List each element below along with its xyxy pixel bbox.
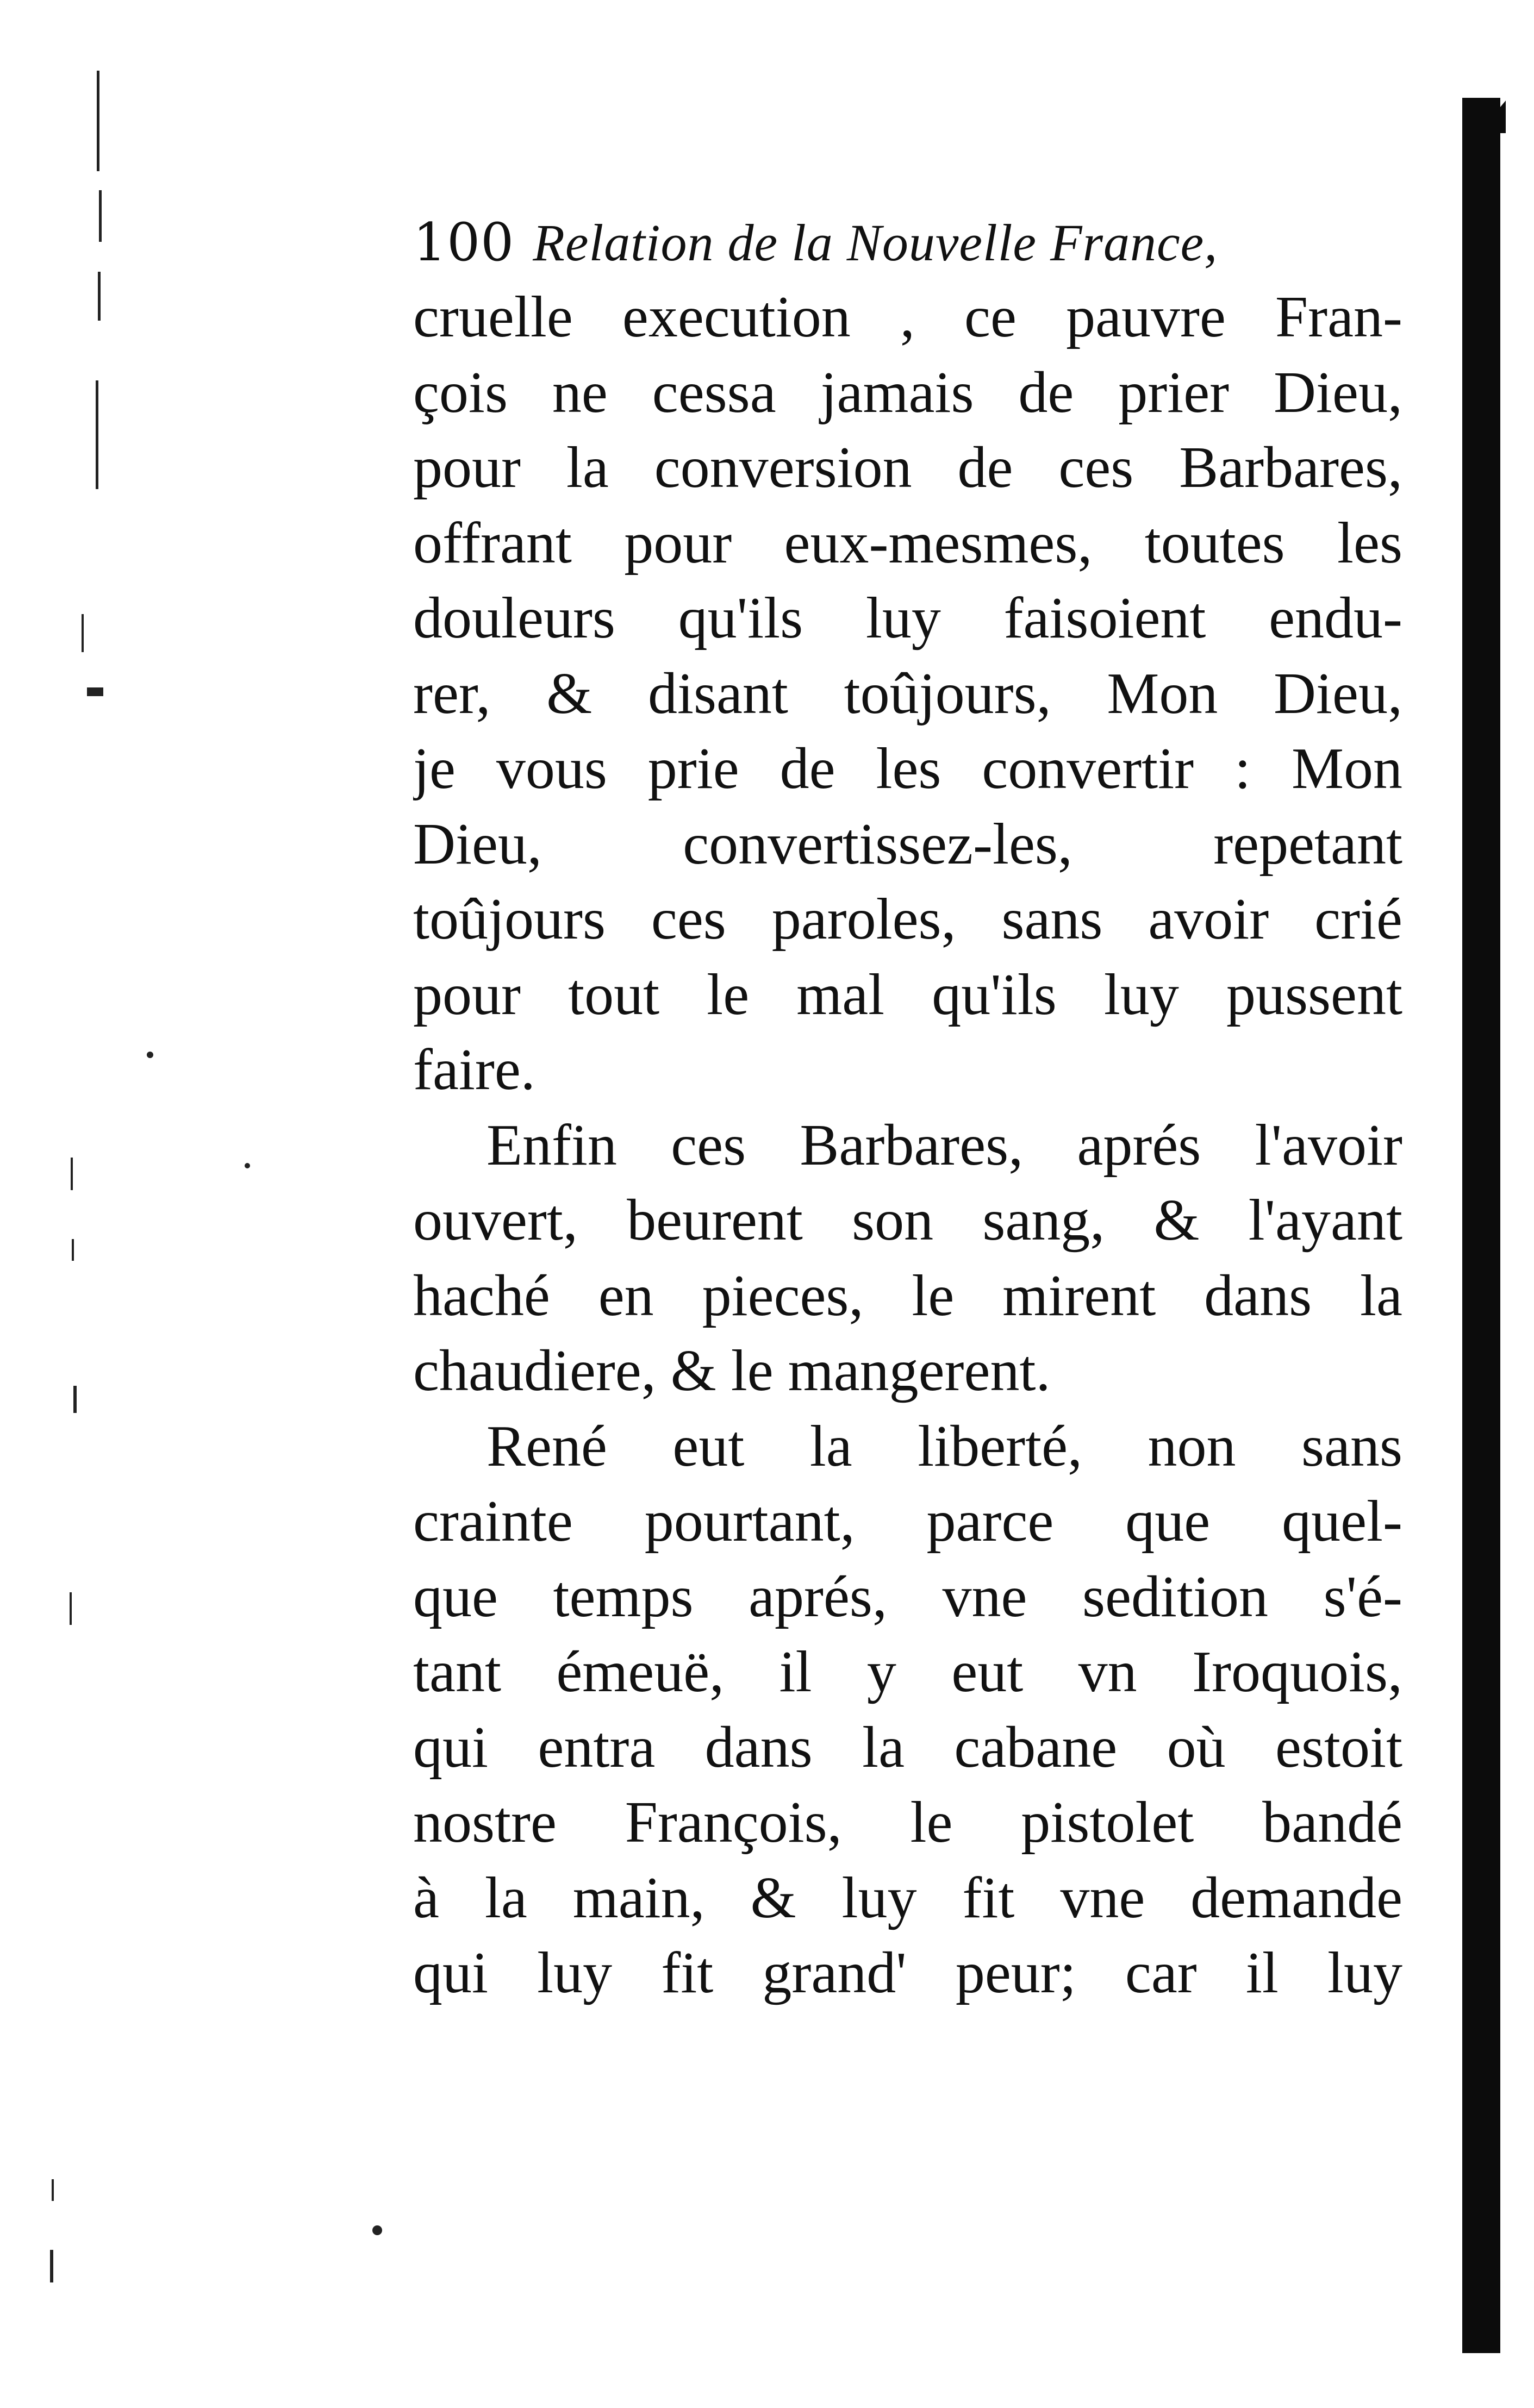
text-line: que temps aprés, vne sedition s'é- (413, 1564, 1402, 1629)
margin-mark (82, 614, 84, 652)
page-text (413, 205, 1402, 2011)
text-line: cruelle execution , ce pauvre Fran- (413, 285, 1402, 349)
text-line: nostre François, le pistolet bandé (413, 1790, 1402, 1855)
text-line: çois ne cessa jamais de prier Dieu, (413, 360, 1402, 425)
text-line: je vous prie de les convertir : Mon (413, 736, 1402, 801)
text-line: Dieu, convertissez-les, repetant (413, 811, 1402, 877)
text-line: rer, & disant toûjours, Mon Dieu, (413, 661, 1402, 726)
text-line: ouvert, beurent son sang, & l'ayant (413, 1188, 1402, 1253)
text-line: tant émeuë, il y eut vn Iroquois, (413, 1640, 1402, 1704)
margin-mark (72, 1239, 74, 1261)
margin-mark (96, 380, 98, 489)
text-line: haché en pieces, le mirent dans la (413, 1263, 1402, 1328)
page-number: 100 (413, 212, 515, 273)
margin-mark (71, 1158, 73, 1190)
margin-mark (52, 2179, 54, 2201)
text-line: faire. (413, 1037, 535, 1102)
text-line: offrant pour eux-mesmes, toutes les (413, 510, 1402, 576)
binding-edge (1462, 98, 1500, 2353)
text-line: à la main, & luy fit vne demande (413, 1865, 1402, 1930)
margin-mark (99, 190, 102, 242)
text-line: douleurs qu'ils luy faisoient endu- (413, 586, 1402, 651)
margin-mark (97, 71, 99, 171)
running-head (413, 205, 1402, 280)
text-line: pour la conversion de ces Barbares, (413, 435, 1402, 500)
text-line: qui entra dans la cabane où estoit (413, 1715, 1402, 1780)
running-head-title: Relation de la Nouvelle France, (533, 214, 1218, 272)
text-line: chaudiere, & le mangerent. (413, 1339, 1051, 1403)
paragraph-start: René eut la liberté, non sans (487, 1413, 1402, 1479)
margin-mark (70, 1592, 72, 1625)
margin-mark (245, 1163, 250, 1168)
text-line: crainte pourtant, parce que quel- (413, 1489, 1402, 1554)
text-line: qui luy fit grand' peur; car il luy (413, 1941, 1402, 2005)
margin-mark (98, 272, 101, 321)
margin-mark (50, 2250, 53, 2282)
paragraph-start: Enfin ces Barbares, aprés l'avoir (487, 1112, 1402, 1178)
text-line: pour tout le mal qu'ils luy pussent (413, 962, 1402, 1027)
margin-mark (147, 1052, 153, 1058)
text-line: toûjours ces paroles, sans avoir crié (413, 887, 1402, 952)
margin-mark (372, 2225, 382, 2235)
margin-mark (73, 1386, 77, 1413)
margin-mark (87, 687, 103, 696)
